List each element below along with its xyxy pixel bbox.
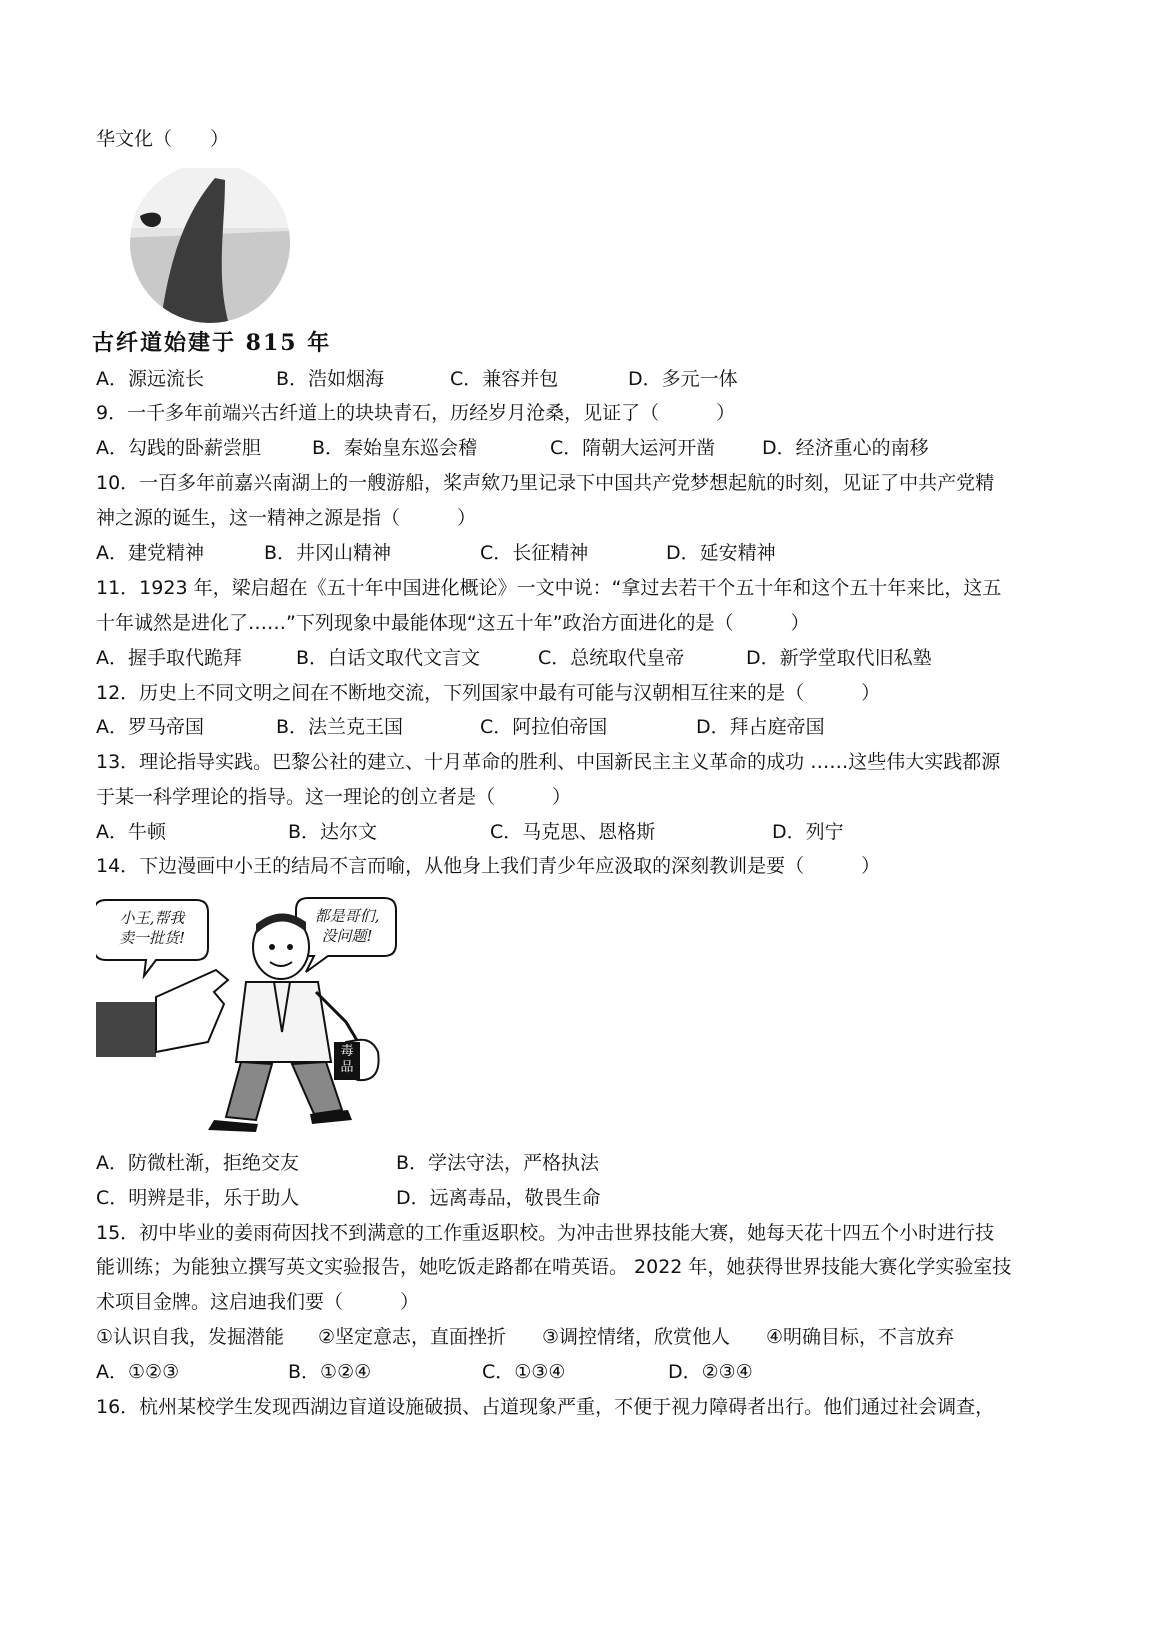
q14-options-row1: [96, 1150, 796, 1176]
q12-stem: 12．历史上不同文明之间在不断地交流，下列国家中最有可能与汉朝相互往来的是（ ）: [96, 682, 881, 704]
q12-option-d[interactable]: D．拜占庭帝国: [696, 716, 825, 738]
q14-option-c[interactable]: C．明辨是非，乐于助人: [96, 1187, 300, 1209]
q15-option-a[interactable]: A．①②③: [96, 1361, 180, 1383]
q8-option-d[interactable]: D．多元一体: [628, 368, 738, 390]
q11-stem-line1: 11．1923 年，梁启超在《五十年中国进化概论》一文中说：“拿过去若干个五十年和这个五十年来比，这五: [96, 577, 1002, 599]
anti-drug-cartoon: [96, 892, 406, 1132]
q15-statement-4: ④明确目标，不言放弃: [766, 1326, 955, 1348]
q10-option-c[interactable]: C．长征精神: [480, 542, 589, 564]
q14-option-b[interactable]: B．学法守法，严格执法: [396, 1152, 600, 1174]
q9-option-c[interactable]: C．隋朝大运河开凿: [550, 437, 716, 459]
q14-option-a[interactable]: A．防微杜渐，拒绝交友: [96, 1152, 299, 1174]
cartoon-bubble-right-line2: 没问题!: [321, 927, 373, 945]
q9-options: [96, 435, 996, 461]
q13-stem-line2: 于某一科学理论的指导。这一理论的创立者是（ ）: [96, 786, 572, 808]
q12-option-a[interactable]: A．罗马帝国: [96, 716, 204, 738]
q13-option-a[interactable]: A．牛顿: [96, 821, 166, 843]
q9-option-a[interactable]: A．勾践的卧薪尝胆: [96, 437, 261, 459]
q13-stem-line1: 13．理论指导实践。巴黎公社的建立、十月革命的胜利、中国新民主主义革命的成功 ……这些伟大实践都源: [96, 751, 1001, 773]
towpath-photo: [92, 168, 332, 358]
q8-option-c[interactable]: C．兼容并包: [450, 368, 559, 390]
towpath-caption: 古纤道始建于 815 年: [92, 330, 332, 356]
q10-stem-line2: 神之源的诞生，这一精神之源是指（ ）: [96, 507, 477, 529]
q13-options: [96, 819, 896, 845]
q15-stem-line3: 术项目金牌。这启迪我们要（ ）: [96, 1291, 420, 1313]
cartoon-sign-line2: 品: [340, 1060, 354, 1075]
q15-option-d[interactable]: D．②③④: [668, 1361, 753, 1383]
q11-option-b[interactable]: B．白话文取代文言文: [296, 647, 481, 669]
q12-options: [96, 714, 896, 740]
q10-option-a[interactable]: A．建党精神: [96, 542, 204, 564]
q13-option-b[interactable]: B．达尔文: [288, 821, 378, 843]
q9-option-b[interactable]: B．秦始皇东巡会稽: [312, 437, 478, 459]
q8-option-a[interactable]: A．源远流长: [96, 368, 204, 390]
q15-options: [96, 1359, 896, 1385]
cartoon-bubble-left-line2: 卖一批货!: [118, 929, 186, 947]
q12-option-b[interactable]: B．法兰克王国: [276, 716, 404, 738]
q11-option-a[interactable]: A．握手取代跪拜: [96, 647, 242, 669]
q14-option-d[interactable]: D．远离毒品，敬畏生命: [396, 1187, 601, 1209]
q8-options: [96, 366, 856, 392]
q15-statements: [96, 1324, 996, 1350]
q15-statement-1: ①认识自我，发掘潜能: [96, 1326, 285, 1348]
q8-option-b[interactable]: B．浩如烟海: [276, 368, 385, 390]
q15-stem-line2: 能训练；为能独立撰写英文实验报告，她吃饭走路都在啃英语。 2022 年，她获得世界技能大赛化学实验室技: [96, 1256, 1012, 1278]
q14-options-row2: [96, 1185, 796, 1211]
q15-stem-line1: 15．初中毕业的姜雨荷因找不到满意的工作重返职校。为冲击世界技能大赛，她每天花十四五个小时进行技: [96, 1222, 995, 1244]
q9-option-d[interactable]: D．经济重心的南移: [762, 437, 929, 459]
q11-options: [96, 645, 996, 671]
q14-stem: 14．下边漫画中小王的结局不言而喻，从他身上我们青少年应汲取的深刻教训是要（ ）: [96, 855, 881, 877]
q15-statement-2: ②坚定意志，直面挫折: [318, 1326, 507, 1348]
q10-stem-line1: 10．一百多年前嘉兴南湖上的一艘游船，桨声欸乃里记录下中国共产党梦想起航的时刻，见证了中共产党精: [96, 472, 995, 494]
q10-options: [96, 540, 856, 566]
q15-statement-3: ③调控情绪，欣赏他人: [542, 1326, 731, 1348]
q10-option-b[interactable]: B．井冈山精神: [264, 542, 392, 564]
q11-option-c[interactable]: C．总统取代皇帝: [538, 647, 685, 669]
q12-option-c[interactable]: C．阿拉伯帝国: [480, 716, 608, 738]
q15-option-b[interactable]: B．①②④: [288, 1361, 372, 1383]
q11-stem-line2: 十年诚然是进化了……”下列现象中最能体现“这五十年”政治方面进化的是（ ）: [96, 612, 810, 634]
question-continuation: 华文化（ ）: [96, 128, 230, 150]
q10-option-d[interactable]: D．延安精神: [666, 542, 776, 564]
cartoon-sign-line1: 毒: [340, 1044, 354, 1059]
cartoon-bubble-right-line1: 都是哥们,: [314, 907, 380, 925]
q16-stem-line1: 16．杭州某校学生发现西湖边盲道设施破损、占道现象严重，不便于视力障碍者出行。他们通过社会调查，: [96, 1396, 995, 1418]
q9-stem: 9．一千多年前端兴古纤道上的块块青石，历经岁月沧桑，见证了（ ）: [96, 402, 736, 424]
q13-option-c[interactable]: C．马克思、恩格斯: [490, 821, 656, 843]
q11-option-d[interactable]: D．新学堂取代旧私塾: [746, 647, 932, 669]
q13-option-d[interactable]: D．列宁: [772, 821, 844, 843]
q15-option-c[interactable]: C．①③④: [482, 1361, 566, 1383]
cartoon-bubble-left-line1: 小王,帮我: [119, 909, 185, 927]
